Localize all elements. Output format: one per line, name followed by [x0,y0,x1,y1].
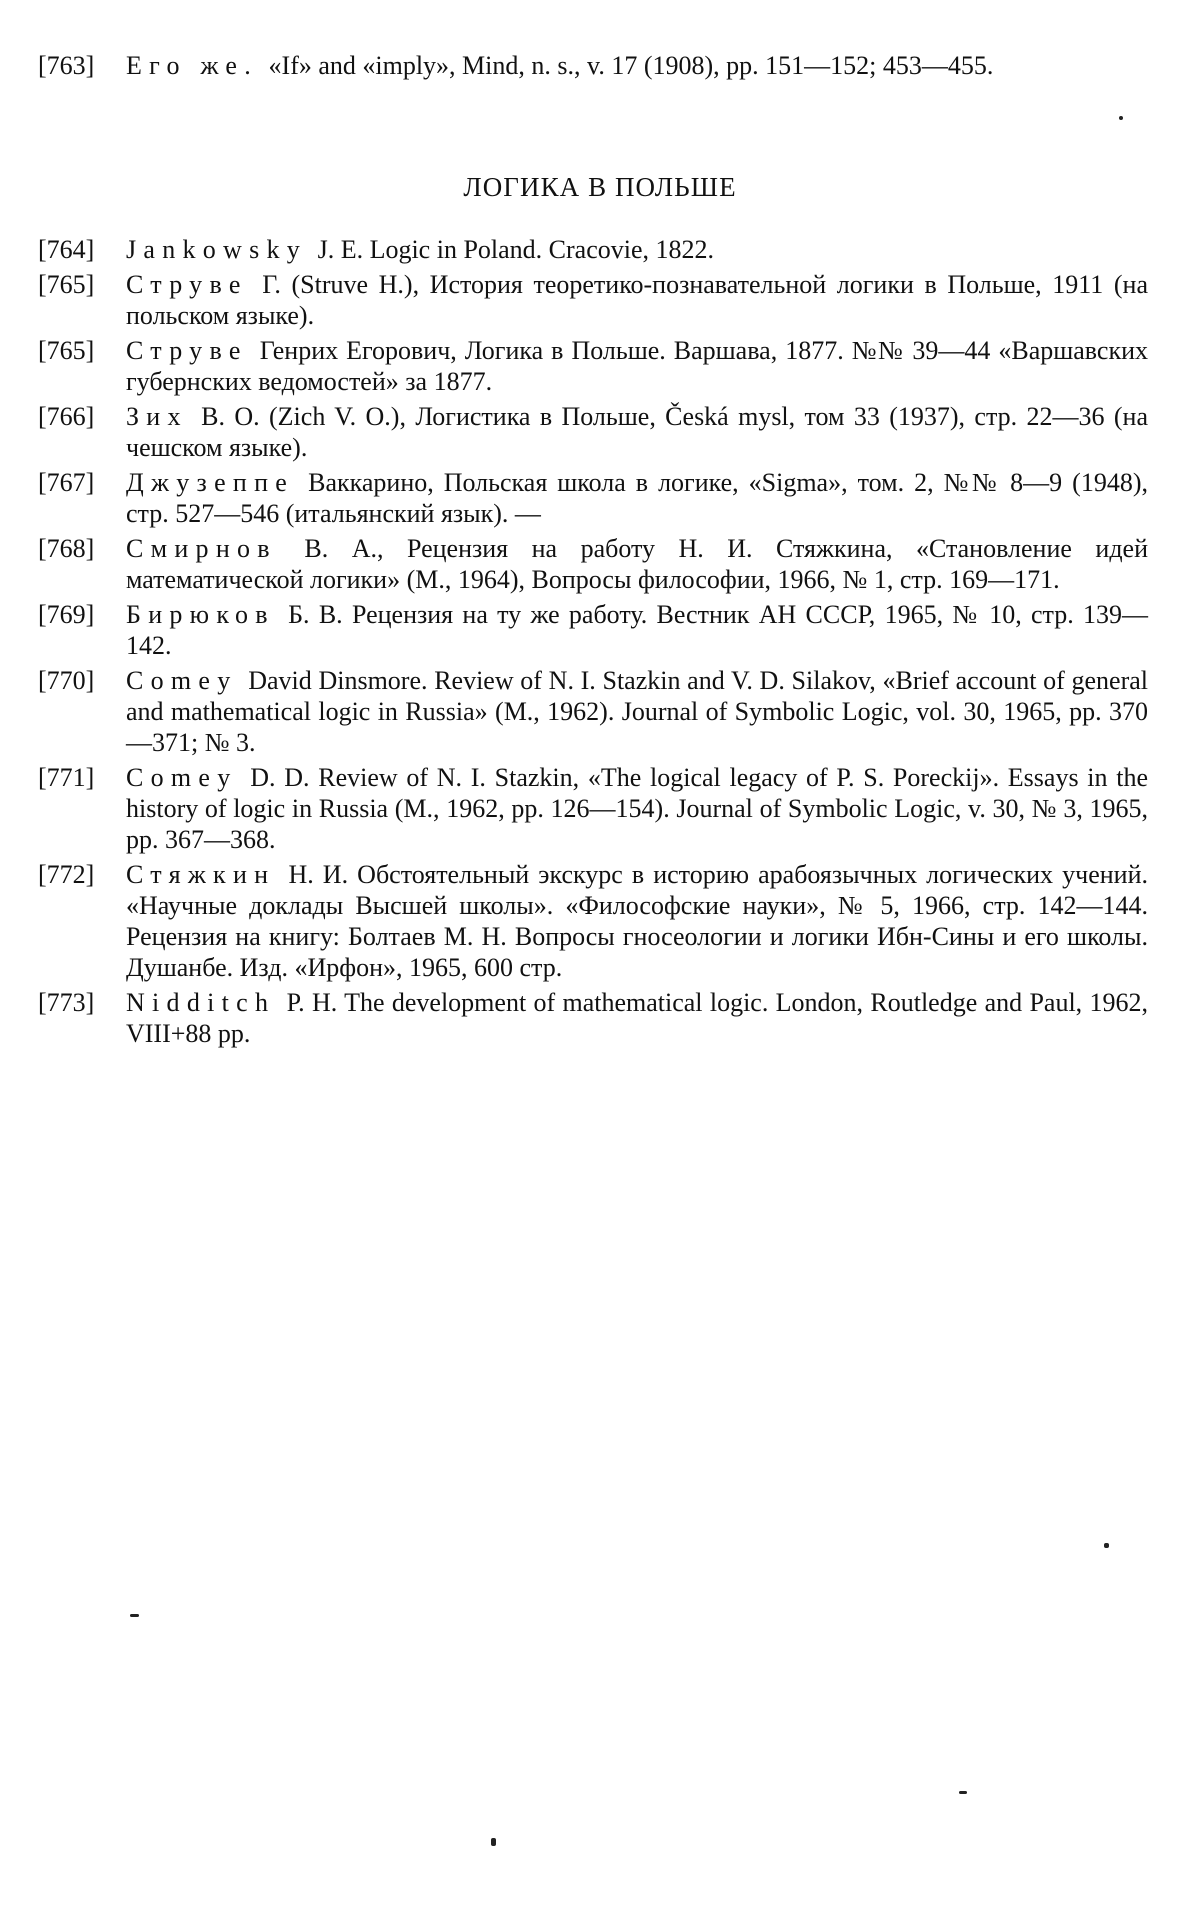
bibliography-entry [38,467,1148,529]
bibliography-entry [38,401,1148,463]
entry-author: Его же. [126,51,259,80]
entry-author: Comey [126,763,238,792]
bibliography-entry [38,50,1148,81]
entry-body: В. О. (Zich V. O.), Логистика в Польше, Česká mysl, том 33 (1937), стр. 22—36 (на чешском языке). [126,402,1148,462]
bibliography-list [38,234,1148,1053]
entry-text [126,467,1148,529]
entry-author: Стяжкин [126,860,276,889]
entry-author: Nidditch [126,988,276,1017]
entry-text [126,533,1148,595]
entry-author: Струве [126,270,248,299]
entry-author: Comey [126,666,238,695]
section-heading: ЛОГИКА В ПОЛЬШЕ [463,172,737,202]
bibliography-entry [38,987,1148,1049]
entry-number: [768] [38,534,95,563]
entry-body: Ваккарино, Польская школа в логике, «Sigma», том. 2, №№ 8—9 (1948), стр. 527—546 (итальянский язык). — [126,468,1148,528]
entry-number: [769] [38,600,95,629]
entry-number: [770] [38,666,95,695]
entry-number: [764] [38,235,95,264]
bibliography-top [38,50,1148,85]
entry-author: Джузеппе [126,468,295,497]
entry-author: Смирнов [126,534,277,563]
entry-text [126,987,1148,1049]
entry-body: Г. (Struve H.), История теоретико-познавательной логики в Польше, 1911 (на польском языке). [126,270,1149,330]
entry-text [126,665,1148,758]
entry-text [126,859,1148,983]
entry-author: Зих [126,402,188,431]
entry-body: J. E. Logic in Poland. Cracovie, 1822. [317,235,715,264]
bibliography-entry [38,533,1148,595]
entry-number: [772] [38,860,95,889]
scan-speck [130,1614,139,1617]
scan-speck [1104,1543,1109,1548]
entry-text [126,269,1148,331]
entry-text [126,401,1148,463]
bibliography-entry [38,762,1148,855]
entry-text [126,50,1148,81]
entry-author: Бирюков [126,600,275,629]
bibliography-entry [38,665,1148,758]
bibliography-entry [38,335,1148,397]
bibliography-entry [38,599,1148,661]
entry-number: [765] [38,270,95,299]
scan-speck [1119,116,1123,120]
entry-body: В. А., Рецензия на работу Н. И. Стяжкина, «Становление идей математической логики» (М., 1964), Вопросы философии, 1966, № 1, стр. 169—171. [126,534,1149,594]
bibliography-entry [38,234,1148,265]
bibliography-entry [38,269,1148,331]
entry-body: Н. И. Обстоятельный экскурс в историю арабоязычных логических учений. «Научные доклады Высшей школы». «Философские науки», № 5, 1966, стр. 142—144. Рецензия на книгу: Болтаев М. Н. Вопросы гносеологии и логики Ибн-Сины и его школы. Душанбе. Изд. «Ирфон», 1965, 600 стр. [126,860,1148,982]
entry-text [126,234,1148,265]
entry-number: [763] [38,51,95,80]
entry-body: D. D. Review of N. I. Stazkin, «The logical legacy of P. S. Poreckij». Essays in the history of logic in Russia (M., 1962, pp. 126—154). Journal of Symbolic Logic, v. 30, № 3, 1965, pp. 367—368. [126,763,1149,854]
entry-text [126,599,1148,661]
entry-body: David Dinsmore. Review of N. I. Stazkin and V. D. Silakov, «Brief account of general and mathematical logic in Russia» (M., 1962). Journal of Symbolic Logic, vol. 30, 1965, pp. 370—371; № 3. [126,666,1148,757]
entry-number: [771] [38,763,95,792]
entry-body: Генрих Егорович, Логика в Польше. Варшава, 1877. №№ 39—44 «Варшавских губернских ведомостей» за 1877. [126,336,1148,396]
scan-speck [959,1791,967,1794]
scan-speck [491,1838,496,1846]
entry-number: [773] [38,988,95,1017]
bibliography-entry [38,859,1148,983]
entry-number: [767] [38,468,95,497]
entry-number: [766] [38,402,95,431]
entry-text [126,335,1148,397]
entry-body: «If» and «imply», Mind, n. s., v. 17 (1908), pp. 151—152; 453—455. [268,51,994,80]
entry-body: Б. В. Рецензия на ту же работу. Вестник АН СССР, 1965, № 10, стр. 139—142. [126,600,1149,660]
entry-author: Струве [126,336,248,365]
entry-text [126,762,1148,855]
entry-author: Jankowsky [126,235,308,264]
entry-body: P. H. The development of mathematical logic. London, Routledge and Paul, 1962, VIII+88 pp. [126,988,1149,1048]
entry-number: [765] [38,336,95,365]
